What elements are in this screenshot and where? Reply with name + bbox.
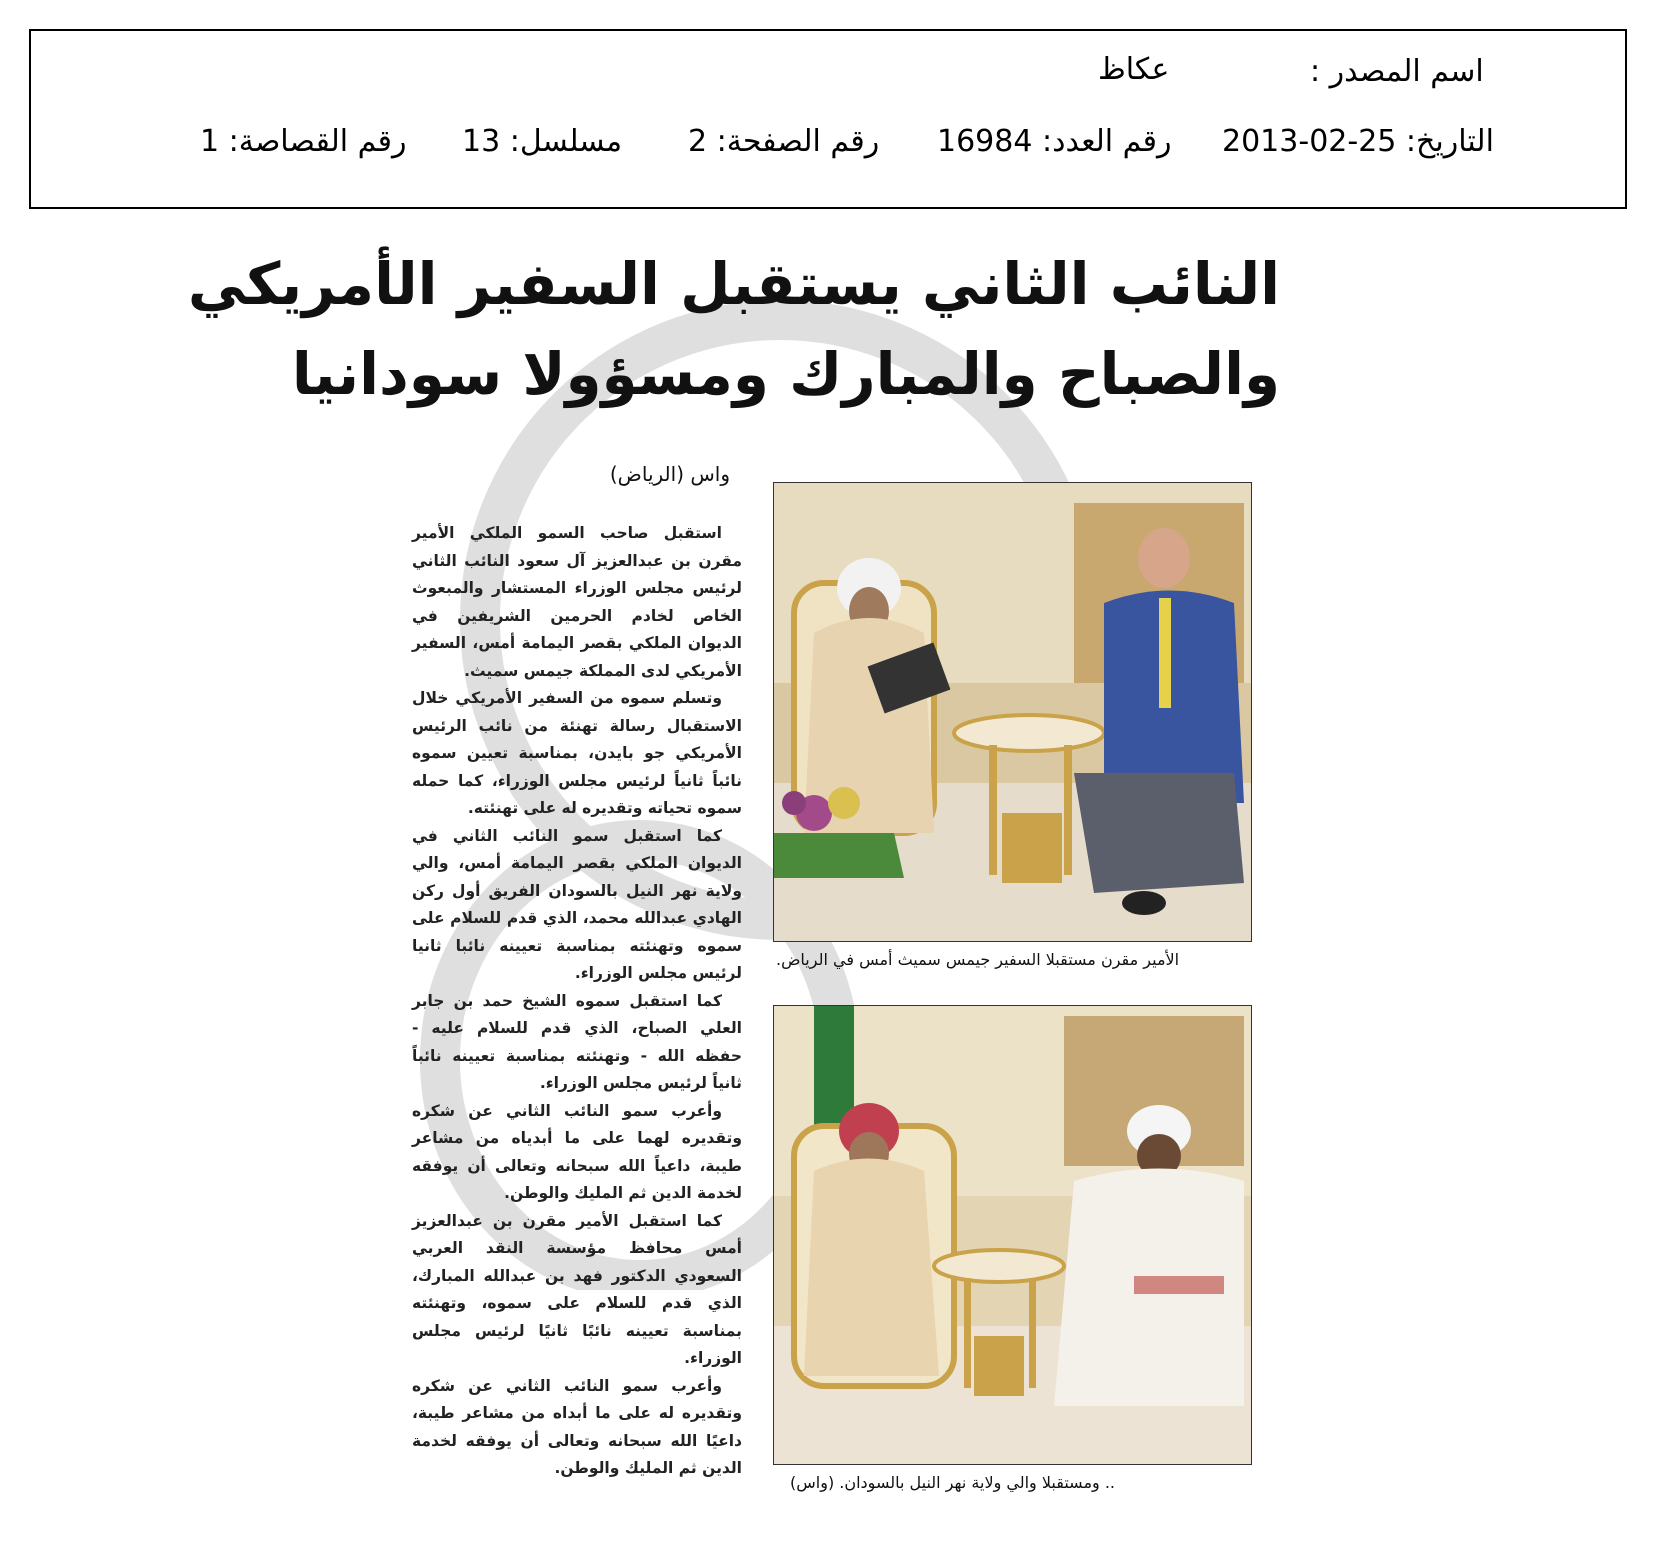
article-paragraph: استقبل صاحب السمو الملكي الأمير مقرن بن عبدالعزيز آل سعود النائب الثاني لرئيس مجلس الوزراء المستشار والمبعوث الخاص لخادم الحرمين الشريفين في الديوان الملكي بقصر اليمامة أمس، السفير الأمريكي لدى المملكة جيمس سميث.: [412, 524, 742, 680]
headline-line-1: النائب الثاني يستقبل السفير الأمريكي: [187, 250, 1280, 318]
photo-ambassador-meeting: [773, 482, 1252, 942]
serial-field: مسلسل: 13: [462, 124, 623, 159]
headline-line-2: والصباح والمبارك ومسؤولا سودانيا: [291, 340, 1280, 408]
issue-field: رقم العدد: 16984: [937, 124, 1172, 159]
article-paragraph: كما استقبل سمو النائب الثاني في الديوان الملكي بقصر اليمامة أمس، والي ولاية نهر النيل بالسودان الفريق أول ركن الهادي عبدالله محمد، الذي قدم للسلام على سموه وتهنئته بمناسبة تعيينه نائبا ثانيا لرئيس مجلس الوزراء.: [412, 826, 742, 982]
article-paragraph: وأعرب سمو النائب الثاني عن شكره وتقديره لهما على ما أبدياه من مشاعر طيبة، داعياً الله سبحانه وتعالى أن يوفقه لخدمة الدين ثم المليك والوطن.: [412, 1101, 742, 1202]
article-paragraph: كما استقبل سموه الشيخ حمد بن جابر العلي الصباح، الذي قدم للسلام عليه - حفظه الله - وتهنئته بمناسبة تعيينه نائباً ثانياً لرئيس مجلس الوزراء.: [412, 991, 742, 1092]
source-value: عكاظ: [1098, 52, 1170, 87]
article-body: [412, 520, 742, 1483]
date-field: التاريخ: 25-02-2013: [1222, 124, 1494, 159]
photo-caption-1: الأمير مقرن مستقبلا السفير جيمس سميث أمس في الرياض.: [776, 950, 1180, 969]
article-paragraph: وتسلم سموه من السفير الأمريكي خلال الاستقبال رسالة تهنئة من نائب الرئيس الأمريكي جو بايدن، بمناسبة تعيين سموه نائباً ثانياً لرئيس مجلس الوزراء، كما حمله سموه تحياته وتقديره له على تهنئته.: [412, 689, 742, 817]
photo-caption-2: .. ومستقبلا والي ولاية نهر النيل بالسودان. (واس): [790, 1473, 1115, 1492]
article-paragraph: كما استقبل الأمير مقرن بن عبدالعزيز أمس محافظ مؤسسة النقد العربي السعودي الدكتور فهد بن عبدالله المبارك، الذي قدم للسلام على سموه، وتهنئته بمناسبة تعيينه نائبًا ثانيًا لرئيس مجلس الوزراء.: [412, 1211, 742, 1367]
page-field: رقم الصفحة: 2: [688, 124, 880, 159]
byline: واس (الرياض): [609, 462, 730, 486]
source-label: اسم المصدر :: [1310, 54, 1484, 89]
photo-governor-meeting: [773, 1005, 1252, 1465]
clip-field: رقم القصاصة: 1: [200, 124, 407, 159]
article-paragraph: وأعرب سمو النائب الثاني عن شكره وتقديره له على ما أبداه من مشاعر طيبة، داعيًا الله سبحانه وتعالى أن يوفقه لخدمة الدين ثم المليك والوطن.: [412, 1376, 742, 1477]
